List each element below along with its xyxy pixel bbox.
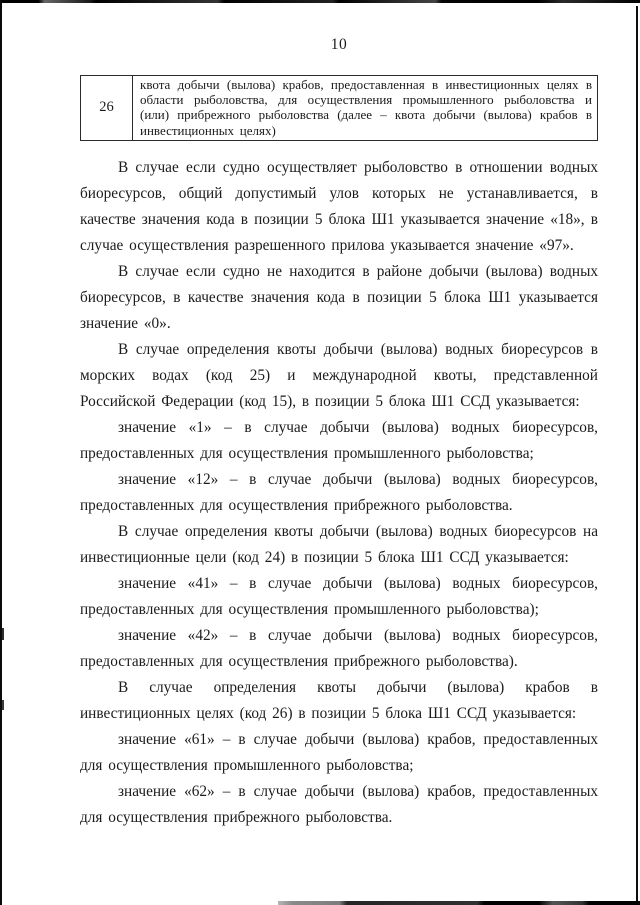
- quota-description-cell: квота добычи (вылова) крабов, предоставленная в инвестиционных целях в области рыболовства, для осуществления промышленного рыболовства и (или) прибрежного рыболовства (далее – квота добычи (вылова) крабов в инвестиционных целях): [133, 76, 598, 141]
- paragraph: значение «41» – в случае добычи (вылова) водных биоресурсов, предоставленных для осуществления промышленного рыболовства);: [80, 575, 598, 618]
- paragraph: В случае определения квоты добычи (вылова) водных биоресурсов на инвестиционные цели (код 24) в позиции 5 блока Ш1 ССД указывается:: [80, 523, 598, 566]
- document-body: [80, 155, 598, 831]
- scan-artifact-right-edge: [636, 6, 638, 905]
- paragraph: значение «42» – в случае добычи (вылова) водных биоресурсов, предоставленных для осуществления прибрежного рыболовства).: [80, 627, 598, 670]
- scan-artifact-top-edge: [0, 0, 640, 3]
- table-row: [81, 76, 598, 141]
- quota-code-cell: 26: [81, 76, 133, 141]
- paragraph: значение «61» – в случае добычи (вылова) крабов, предоставленных для осуществления промышленного рыболовства;: [80, 731, 598, 774]
- scan-artifact-left-tick: [2, 700, 4, 710]
- scan-artifact-left-tick: [2, 628, 4, 640]
- paragraph: значение «12» – в случае добычи (вылова) водных биоресурсов, предоставленных для осуществления прибрежного рыболовства.: [80, 471, 598, 514]
- paragraph: В случае если судно осуществляет рыболовство в отношении водных биоресурсов, общий допустимый улов которых не устанавливается, в качестве значения кода в позиции 5 блока Ш1 указывается значение «18», в случае осуществления разрешенного прилова указывается значение «97».: [80, 159, 598, 254]
- scan-artifact-bottom-edge: [278, 901, 640, 905]
- page-number: 10: [330, 36, 348, 53]
- paragraph: В случае определения квоты добычи (вылова) крабов в инвестиционных целях (код 26) в позиции 5 блока Ш1 ССД указывается:: [80, 679, 598, 722]
- paragraph: значение «62» – в случае добычи (вылова) крабов, предоставленных для осуществления прибрежного рыболовства.: [80, 783, 598, 826]
- paragraph: значение «1» – в случае добычи (вылова) водных биоресурсов, предоставленных для осуществления промышленного рыболовства;: [80, 419, 598, 462]
- quota-code-table: [80, 75, 598, 141]
- scan-artifact-left-edge: [0, 0, 2, 905]
- paragraph: В случае если судно не находится в районе добычи (вылова) водных биоресурсов, в качестве значения кода в позиции 5 блока Ш1 указывается значение «0».: [80, 263, 598, 332]
- paragraph: В случае определения квоты добычи (вылова) водных биоресурсов в морских водах (код 25) и международной квоты, представленной Российской Федерации (код 15), в позиции 5 блока Ш1 ССД указывается:: [80, 341, 598, 410]
